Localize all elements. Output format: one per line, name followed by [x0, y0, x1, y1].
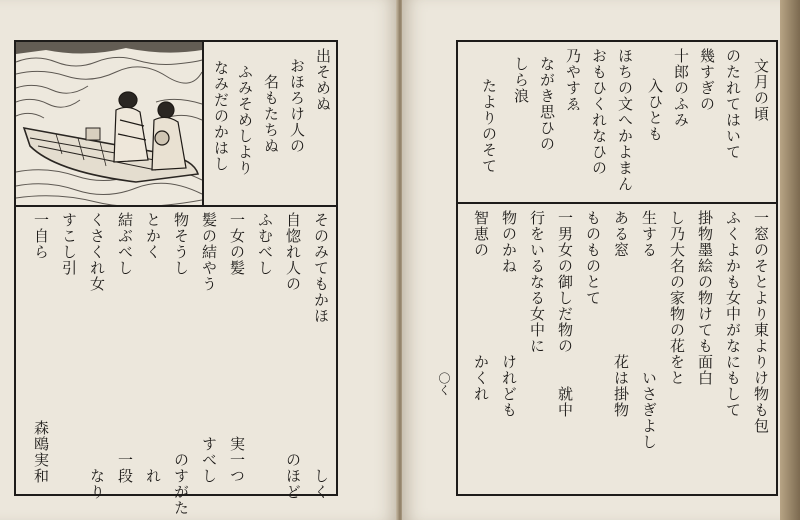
left-caption-area — [206, 48, 334, 202]
header-column: しら浪 — [512, 56, 530, 168]
header-column: のたれてはいて — [724, 48, 742, 160]
header-column: 入ひとも — [646, 78, 664, 142]
body-column: そのみてもかほ しく — [312, 212, 330, 500]
body-column: し乃大名の家物の花をと — [668, 210, 686, 386]
header-column: たよりのそて — [480, 78, 498, 174]
caption-column: おほろけ人の — [288, 58, 306, 154]
body-column: ある窓 花は掛物 — [612, 210, 630, 418]
left-section-divider — [16, 205, 336, 207]
body-column: 物そうし のすがた — [172, 212, 190, 516]
left-body-text — [20, 212, 332, 516]
body-column: すこし引 — [60, 212, 78, 276]
body-column: 行をいるなる女中に — [528, 210, 546, 354]
header-column: ほちの文へかよまん — [616, 48, 634, 192]
body-column: ふくよかも女中がなにもして — [724, 210, 742, 418]
caption-column: 名もたちぬ — [262, 74, 280, 154]
left-page — [0, 0, 399, 520]
page-edge — [780, 0, 800, 520]
body-column: 髪の結やう すべし — [200, 212, 218, 484]
right-page-frame — [456, 40, 778, 496]
illustration-divider — [202, 42, 204, 205]
right-body-text — [462, 210, 772, 488]
margin-mark: 〇く — [437, 372, 451, 396]
body-column: 一窓のそとより東よりけ物も包 — [752, 210, 770, 434]
boat-illustration-drawing — [16, 42, 202, 205]
body-column: ものものとて — [584, 210, 602, 306]
header-column: 文月の頃 — [752, 58, 770, 122]
header-column: おもひくれなひの — [590, 48, 608, 176]
caption-column: 出そめぬ — [314, 48, 332, 112]
right-page — [402, 0, 780, 520]
header-column: 十郎のふみ — [672, 48, 690, 128]
caption-column: ふみそめしより — [236, 64, 254, 176]
header-column: 乃やすゑ — [564, 48, 582, 192]
body-column: 物のかね けれども — [500, 210, 518, 418]
body-column: くさくれ女 なり — [88, 212, 106, 500]
body-column: 一自ら 森鴎実和 — [32, 212, 50, 484]
body-column: 智恵の かくれ — [472, 210, 490, 402]
body-column: 一女の髪 実一つ — [228, 212, 246, 484]
right-header-text — [462, 48, 772, 198]
body-column: ふむべし — [256, 212, 274, 276]
header-column: ながき思ひの — [538, 56, 556, 152]
header-column: 幾すぎの — [698, 48, 716, 112]
body-column: 生する いさぎよし — [640, 210, 658, 450]
boat-illustration — [16, 42, 202, 205]
left-page-frame — [14, 40, 338, 516]
right-section-divider — [458, 202, 776, 204]
body-column: 掛物墨絵の物けても面白 — [696, 210, 714, 386]
body-column: 結ぶべし 一段 — [116, 212, 134, 484]
body-column: 一男女の御しだ物の 就中 — [556, 210, 574, 418]
body-column: とかく れ — [144, 212, 162, 484]
caption-column: なみだのかはし — [212, 60, 230, 172]
body-column: 自惚れ人の のほど — [284, 212, 302, 500]
